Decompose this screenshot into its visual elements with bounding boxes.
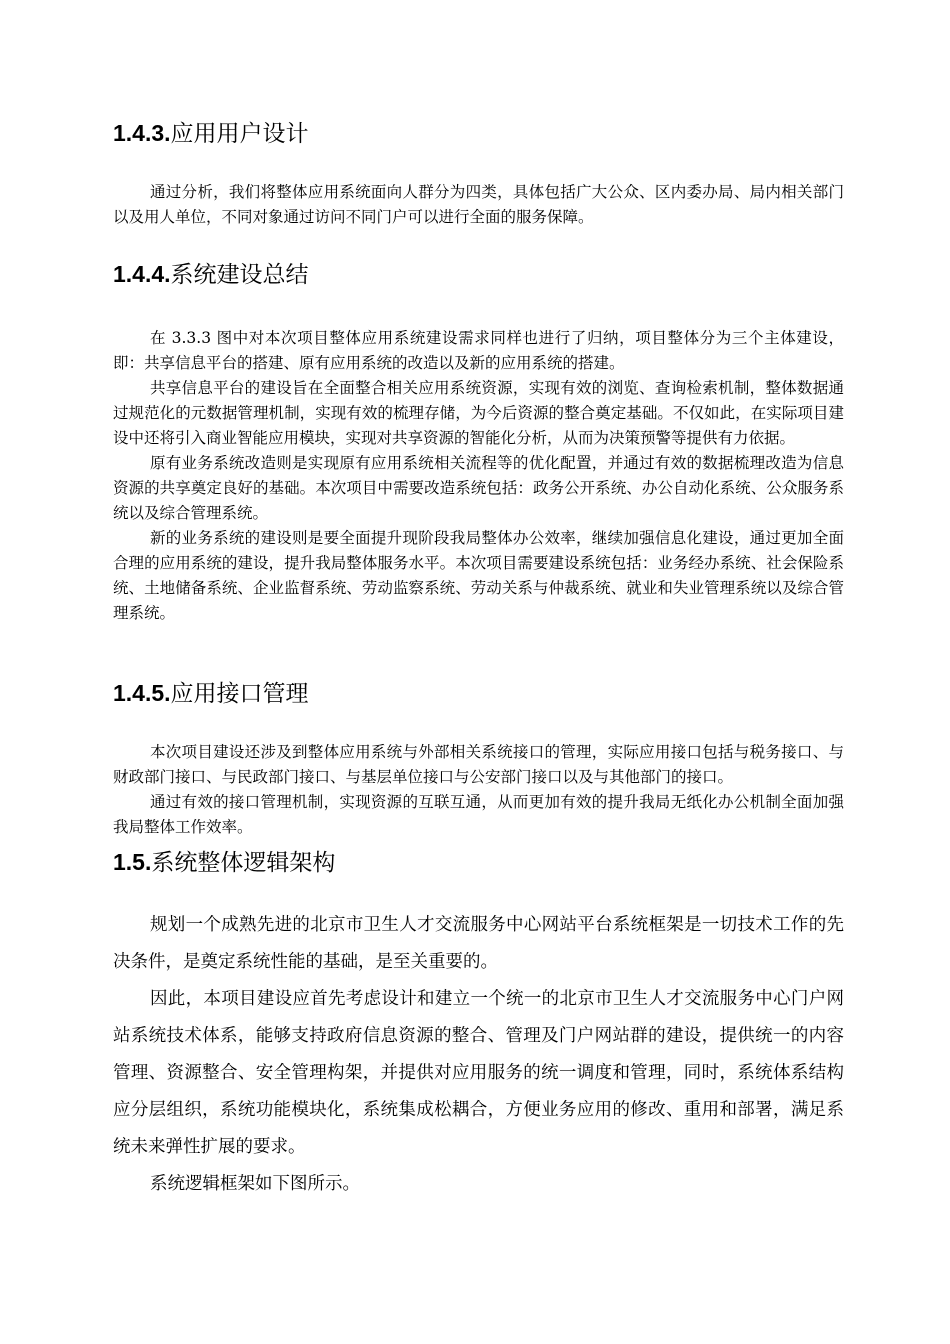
paragraph: 通过有效的接口管理机制，实现资源的互联互通，从而更加有效的提升我局无纸化办公机制全面加强我局整体工作效率。 <box>113 793 844 836</box>
heading-title: 系统整体逻辑架构 <box>151 849 336 875</box>
heading-1-4-4 <box>113 259 309 289</box>
heading-number: 1.4.3. <box>113 120 171 146</box>
paragraph: 系统逻辑框架如下图所示。 <box>150 1174 360 1194</box>
heading-number: 1.4.5. <box>113 680 171 706</box>
heading-1-4-3 <box>113 118 309 148</box>
heading-number: 1.5. <box>113 849 152 875</box>
heading-number: 1.4.4. <box>113 261 171 287</box>
heading-title: 系统建设总结 <box>170 261 309 287</box>
paragraph: 新的业务系统的建设则是要全面提升现阶段我局整体办公效率，继续加强信息化建设，通过更加全面合理的应用系统的建设，提升我局整体服务水平。本次项目需要建设系统包括：业务经办系统、社会保险系统、土地储备系统、企业监督系统、劳动监察系统、劳动关系与仲裁系统、就业和失业管理系统以及综合管理系统。 <box>113 529 844 622</box>
heading-1-5 <box>113 847 335 877</box>
paragraph: 规划一个成熟先进的北京市卫生人才交流服务中心网站平台系统框架是一切技术工作的先决条件，是奠定系统性能的基础，是至关重要的。 <box>113 915 844 972</box>
paragraph: 本次项目建设还涉及到整体应用系统与外部相关系统接口的管理，实际应用接口包括与税务接口、与财政部门接口、与民政部门接口、与基层单位接口与公安部门接口以及与其他部门的接口。 <box>113 743 844 786</box>
paragraph: 因此，本项目建设应首先考虑设计和建立一个统一的北京市卫生人才交流服务中心门户网站系统技术体系，能够支持政府信息资源的整合、管理及门户网站群的建设，提供统一的内容管理、资源整合、安全管理构架，并提供对应用服务的统一调度和管理，同时，系统体系结构应分层组织，系统功能模块化，系统集成松耦合，方便业务应用的修改、重用和部署，满足系统未来弹性扩展的要求。 <box>113 989 844 1157</box>
heading-1-4-5 <box>113 678 309 708</box>
section-1-5-body <box>113 907 844 1203</box>
section-1-4-4-body <box>113 326 844 626</box>
paragraph: 在 3.3.3 图中对本次项目整体应用系统建设需求同样也进行了归纳，项目整体分为三个主体建设，即：共享信息平台的搭建、原有应用系统的改造以及新的应用系统的搭建。 <box>113 329 844 372</box>
section-1-4-3-body <box>113 180 844 230</box>
heading-title: 应用接口管理 <box>170 680 309 706</box>
heading-title: 应用用户设计 <box>170 120 309 146</box>
paragraph: 原有业务系统改造则是实现原有应用系统相关流程等的优化配置，并通过有效的数据梳理改造为信息资源的共享奠定良好的基础。本次项目中需要改造系统包括：政务公开系统、办公自动化系统、公众服务系统以及综合管理系统。 <box>113 454 844 522</box>
section-1-4-5-body <box>113 740 844 840</box>
paragraph: 共享信息平台的建设旨在全面整合相关应用系统资源，实现有效的浏览、查询检索机制，整体数据通过规范化的元数据管理机制，实现有效的梳理存储，为今后资源的整合奠定基础。不仅如此，在实际项目建设中还将引入商业智能应用模块，实现对共享资源的智能化分析，从而为决策预警等提供有力依据。 <box>113 379 844 447</box>
paragraph: 通过分析，我们将整体应用系统面向人群分为四类，具体包括广大公众、区内委办局、局内相关部门以及用人单位，不同对象通过访问不同门户可以进行全面的服务保障。 <box>113 183 844 226</box>
